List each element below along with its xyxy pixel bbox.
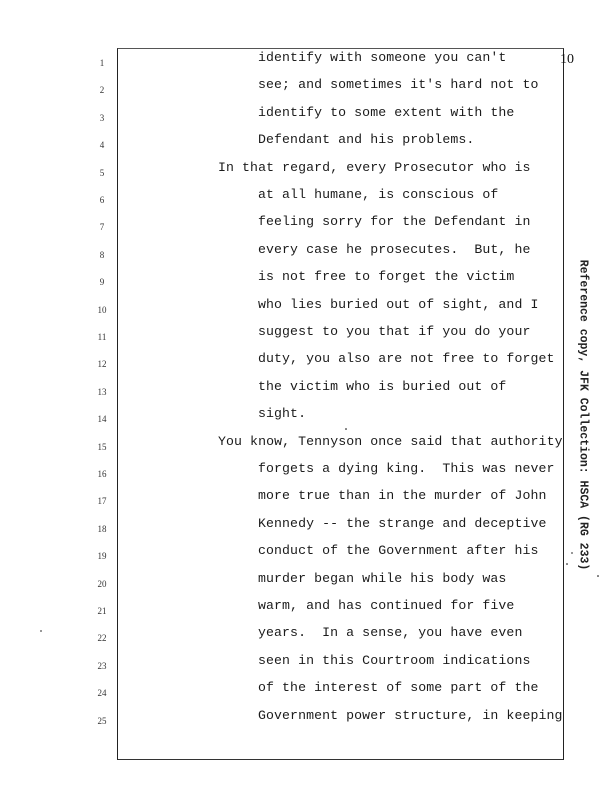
line-text: identify with someone you can't <box>258 50 507 65</box>
line-text: is not free to forget the victim <box>258 269 515 285</box>
line-text: Defendant and his problems. <box>258 132 475 148</box>
line-number: 21 <box>97 606 107 616</box>
line-number: 25 <box>97 715 107 726</box>
line-text: feeling sorry for the Defendant in <box>258 214 531 230</box>
scan-speck <box>597 575 599 577</box>
line-number: 6 <box>99 195 105 205</box>
line-number: 24 <box>97 688 107 699</box>
line-number: 10 <box>97 304 107 315</box>
line-text: at all humane, is conscious of <box>258 187 499 202</box>
line-text: conduct of the Government after his <box>258 543 539 559</box>
line-number: 1 <box>99 58 105 68</box>
scan-speck <box>345 428 347 430</box>
line-number: 17 <box>97 496 107 507</box>
line-text: warm, and has continued for five <box>258 598 515 613</box>
line-number: 19 <box>97 551 107 562</box>
line-text: forgets a dying king. This was never <box>258 461 555 476</box>
page-number: 10 <box>560 52 574 67</box>
line-number: 14 <box>97 414 107 425</box>
line-text: the victim who is buried out of <box>258 378 507 394</box>
scan-speck <box>566 563 568 565</box>
line-text: seen in this Courtroom indications <box>258 652 531 668</box>
line-text: see; and sometimes it's hard not to <box>258 77 539 93</box>
line-text: sight. <box>258 406 307 422</box>
archive-reference-note: Reference copy, JFK Collection: HSCA (RG 233) <box>576 259 590 571</box>
line-text: Kennedy -- the strange and deceptive <box>258 515 547 531</box>
scan-speck <box>571 552 573 554</box>
line-text: murder began while his body was <box>258 570 507 586</box>
line-number: 23 <box>97 660 107 671</box>
scan-speck <box>40 630 42 632</box>
line-number: 13 <box>97 386 107 397</box>
line-number: 16 <box>97 469 107 479</box>
line-number: 15 <box>97 441 107 452</box>
line-number: 4 <box>99 140 105 151</box>
line-number: 22 <box>97 633 107 644</box>
line-text: of the interest of some part of the <box>258 680 539 696</box>
line-number: 18 <box>97 523 107 534</box>
line-number: 7 <box>99 222 105 233</box>
line-text: duty, you also are not free to forget <box>258 351 555 367</box>
line-text: who lies buried out of sight, and I <box>258 296 539 312</box>
line-number: 20 <box>97 578 107 589</box>
line-text: more true than in the murder of John <box>258 488 547 504</box>
line-text: years. In a sense, you have even <box>258 625 523 641</box>
line-text: You know, Tennyson once said that authority <box>218 433 563 449</box>
line-number: 11 <box>97 332 107 342</box>
line-number: 12 <box>97 359 107 370</box>
line-number: 9 <box>99 277 105 288</box>
transcript-line <box>0 707 612 742</box>
line-text: suggest to you that if you do your <box>258 324 531 339</box>
line-number: 3 <box>99 112 105 123</box>
line-number: 5 <box>99 167 105 178</box>
line-number: 2 <box>99 85 105 96</box>
line-number: 8 <box>99 249 105 260</box>
line-text: every case he prosecutes. But, he <box>258 241 531 257</box>
line-text: Government power structure, in keeping <box>258 707 563 723</box>
line-text: identify to some extent with the <box>258 104 515 120</box>
line-text: In that regard, every Prosecutor who is <box>218 159 531 175</box>
